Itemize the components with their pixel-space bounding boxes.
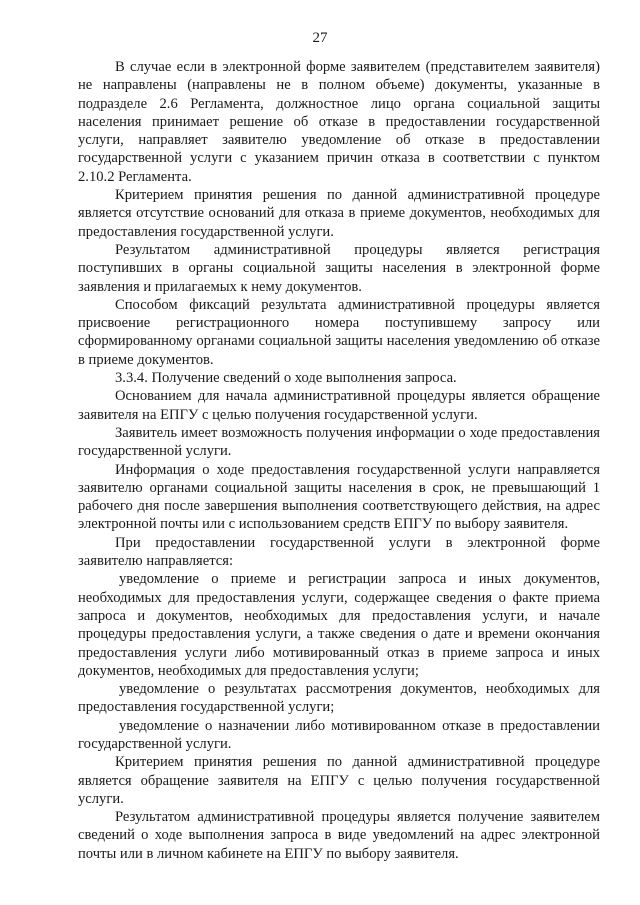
paragraph: Результатом административной процедуры является регистрация поступивших в органы социальной защиты населения в электронной форме заявления и прилагаемых к нему документов. [78,241,600,295]
paragraph: Способом фиксаций результата административной процедуры является присвоение регистрационного номера поступившему запросу или сформированному органами социальной защиты населения уведомлению об отказе в приеме документов. [78,296,600,368]
paragraph: В случае если в электронной форме заявителем (представителем заявителя) не направлены (направлены не в полном объеме) документы, указанные в подразделе 2.6 Регламента, должностное лицо органа социальной защиты населения принимает решение об отказе в предоставлении государственной услуги, направляет заявителю уведомление об отказе в предоставлении государственной услуги с указанием причин отказа в соответствии с пунктом 2.10.2 Регламента. [78,59,600,185]
section-heading: 3.3.4. Получение сведений о ходе выполнения запроса. [115,370,457,387]
paragraph: Результатом административной процедуры является получение заявителем сведений о ходе выполнения запроса в виде уведомлений на адрес электронной почты или в личном кабинете на ЕПГУ по выбору заявителя. [78,809,600,862]
paragraph: Заявитель имеет возможность получения информации о ходе предоставления государственной услуги. [78,424,600,460]
paragraph: При предоставлении государственной услуги в электронной форме заявителю направляется: [78,534,600,570]
document-body [78,58,600,863]
page-number: 27 [312,30,328,46]
list-item: уведомление о приеме и регистрации запроса и иных документов, необходимых для предоставления услуги, содержащее сведения о факте приема запроса и документов, необходимых для предоставления услуги, и начале процедуры предоставления услуги, а также сведения о дате и времени окончания предоставления услуги либо мотивированный отказ в приеме запроса и иных документов, необходимых для предоставления услуги; [78,571,600,679]
list-item: уведомление о назначении либо мотивированном отказе в предоставлении государственной услуги. [78,717,600,752]
paragraph: Основанием для начала административной процедуры является обращение заявителя на ЕПГУ с целью получения государственной услуги. [78,388,600,423]
paragraph: Критерием принятия решения по данной административной процедуре является отсутствие оснований для отказа в приеме документов, необходимых для предоставления государственной услуги. [78,187,600,240]
paragraph: Критерием принятия решения по данной административной процедуре является обращение заявителя на ЕПГУ с целью получения государственной услуги. [78,754,600,807]
paragraph: Информация о ходе предоставления государственной услуги направляется заявителю органами социальной защиты населения в срок, не превышающий 1 рабочего дня после завершения выполнения соответствующего действия, на адрес электронной почты или с использованием средств ЕПГУ по выбору заявителя. [78,461,600,533]
list-item: уведомление о результатах рассмотрения документов, необходимых для предоставления государственной услуги; [78,681,600,716]
